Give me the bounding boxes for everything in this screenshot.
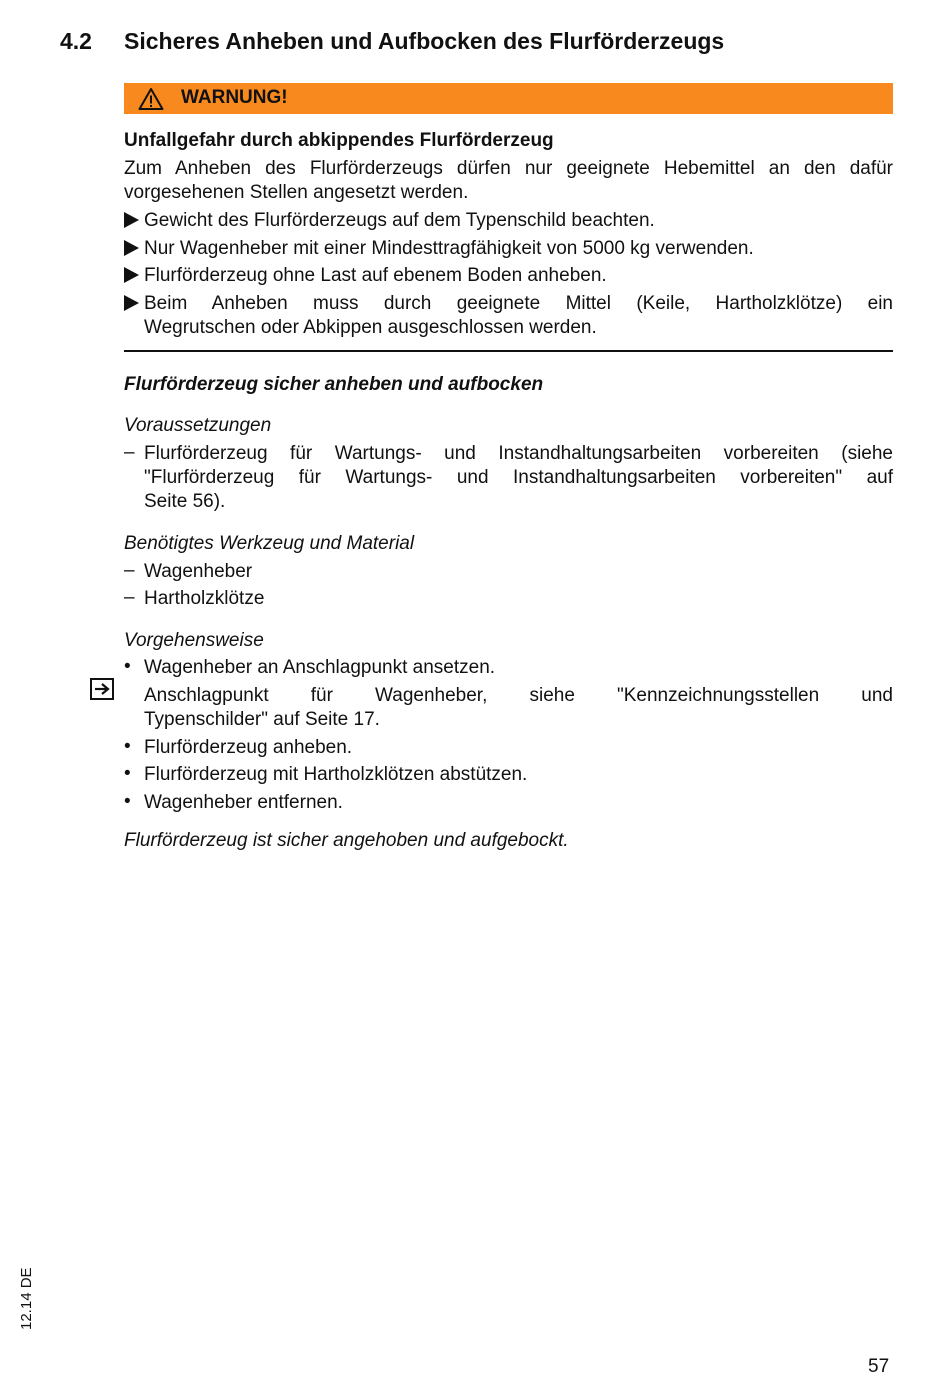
warning-intro-line-2: vorgesehenen Stellen angesetzt werden. <box>124 182 469 203</box>
tools-heading: Benötigtes Werkzeug und Material <box>124 533 415 554</box>
warning-item: Nur Wagenheber mit einer Mindesttragfähigkeit von 5000 kg verwenden. <box>144 238 754 259</box>
step-item: Flurförderzeug anheben. <box>144 737 353 758</box>
warning-item: Gewicht des Flurförderzeugs auf dem Typenschild beachten. <box>144 210 655 231</box>
dash-bullet: – <box>124 587 135 608</box>
tool-item: Wagenheber <box>144 561 253 582</box>
warning-item-4-line-2: Wegrutschen oder Abkippen ausgeschlossen werden. <box>144 317 597 338</box>
warning-item-4-line-1: Beim Anheben muss durch geeignete Mittel (Keile, Hartholzklötze) ein <box>144 293 893 314</box>
tool-item: Hartholzklötze <box>144 588 265 609</box>
warning-label: WARNUNG! <box>181 87 288 108</box>
dash-bullet: – <box>124 442 135 463</box>
footer-date-code: 12.14 DE <box>18 1267 35 1330</box>
steps-heading: Vorgehensweise <box>124 630 264 651</box>
procedure-title: Flurförderzeug sicher anheben und aufbocken <box>124 374 544 395</box>
step-bullet: • <box>124 763 131 784</box>
warning-end-divider <box>124 350 893 352</box>
step-note-line-2: Typenschilder" auf Seite 17. <box>144 709 380 730</box>
step-note-line-1: Anschlagpunkt für Wagenheber, siehe "Kennzeichnungsstellen und <box>144 685 893 706</box>
bullet-arrow-icon <box>124 240 139 256</box>
prerequisite-line-1: Flurförderzeug für Wartungs- und Instandhaltungsarbeiten vorbereiten (siehe <box>144 443 893 464</box>
bullet-arrow-icon <box>124 267 139 283</box>
step-item: Flurförderzeug mit Hartholzklötzen abstützen. <box>144 764 528 785</box>
prerequisite-line-2: "Flurförderzeug für Wartungs- und Instandhaltungsarbeiten vorbereiten" auf <box>144 467 893 488</box>
warning-banner <box>124 83 893 114</box>
dash-bullet: – <box>124 560 135 581</box>
step-item: Wagenheber entfernen. <box>144 792 343 813</box>
step-bullet: • <box>124 656 131 677</box>
step-bullet: • <box>124 736 131 757</box>
warning-item: Flurförderzeug ohne Last auf ebenem Boden anheben. <box>144 265 607 286</box>
cross-reference-arrow-icon <box>90 678 114 700</box>
procedure-result: Flurförderzeug ist sicher angehoben und aufgebockt. <box>124 830 569 851</box>
warning-triangle-icon <box>138 87 164 111</box>
bullet-arrow-icon <box>124 295 139 311</box>
step-item: Wagenheber an Anschlagpunkt ansetzen. <box>144 657 496 678</box>
bullet-arrow-icon <box>124 212 139 228</box>
section-title: Sicheres Anheben und Aufbocken des Flurförderzeugs <box>124 28 725 54</box>
step-bullet: • <box>124 791 131 812</box>
warning-heading: Unfallgefahr durch abkippendes Flurförderzeug <box>124 130 554 151</box>
warning-intro-line-1: Zum Anheben des Flurförderzeugs dürfen nur geeignete Hebemittel an den dafür <box>124 158 893 179</box>
prerequisites-heading: Voraussetzungen <box>124 415 272 436</box>
prerequisite-line-3: Seite 56). <box>144 491 226 512</box>
section-number: 4.2 <box>60 28 92 54</box>
page-number: 57 <box>868 1356 890 1377</box>
